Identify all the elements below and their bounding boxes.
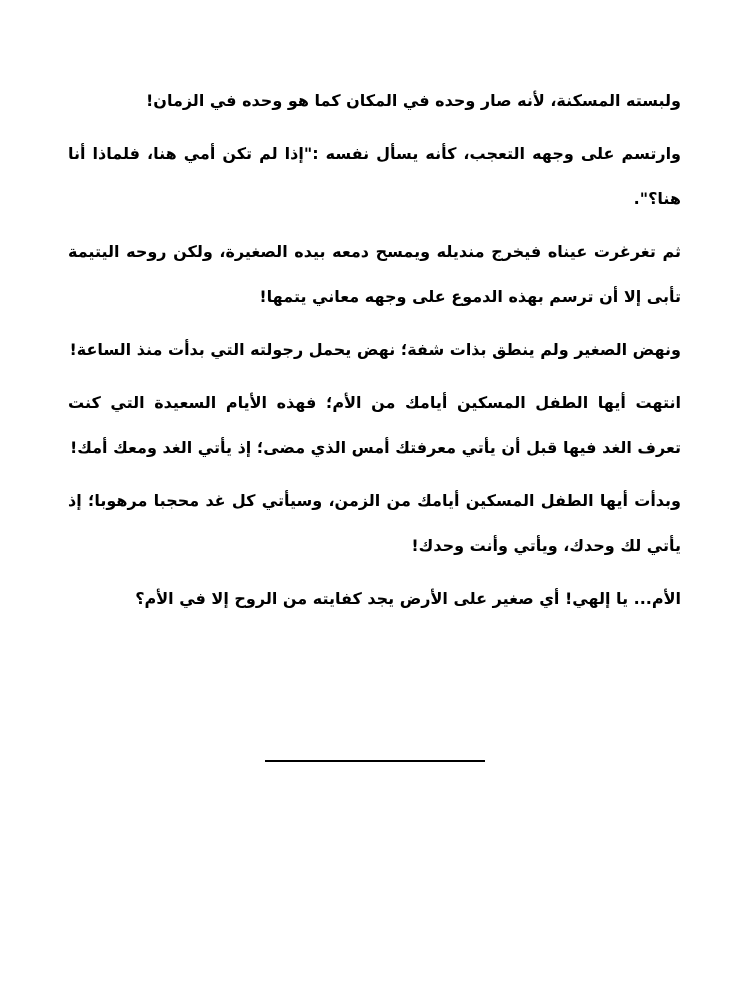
section-divider bbox=[265, 760, 485, 762]
paragraph-5: انتهت أيها الطفل المسكين أيامك من الأم؛ فهذه الأيام السعيدة التي كنت تعرف الغد فيها قبل أن يأتي معرفتك أمس الذي مضى؛ إذ يأتي الغد ومعك أمك! bbox=[68, 393, 681, 457]
body-text bbox=[68, 78, 681, 629]
paragraph-4: ونهض الصغير ولم ينطق بذات شفة؛ نهض يحمل رجولته التي بدأت منذ الساعة! bbox=[69, 340, 681, 359]
paragraph-3: ثم تغرغرت عيناه فيخرج منديله ويمسح دمعه بيده الصغيرة، ولكن روحه اليتيمة تأبى إلا أن ترسم بهذه الدموع على وجهه معاني يتمها! bbox=[68, 242, 681, 306]
paragraph-2: وارتسم على وجهه التعجب، كأنه يسأل نفسه :"إذا لم تكن أمي هنا، فلماذا أنا هنا؟". bbox=[68, 144, 681, 208]
paragraph-1: ولبسته المسكنة، لأنه صار وحده في المكان كما هو وحده في الزمان! bbox=[145, 91, 681, 110]
paragraph-6: وبدأت أيها الطفل المسكين أيامك من الزمن، وسيأتي كل غد محجبا مرهوبا؛ إذ يأتي لك وحدك، ويأتي وأنت وحدك! bbox=[68, 491, 681, 555]
paragraph-7: الأم... يا إلهي! أي صغير على الأرض يجد كفايته من الروح إلا في الأم؟ bbox=[135, 589, 681, 608]
